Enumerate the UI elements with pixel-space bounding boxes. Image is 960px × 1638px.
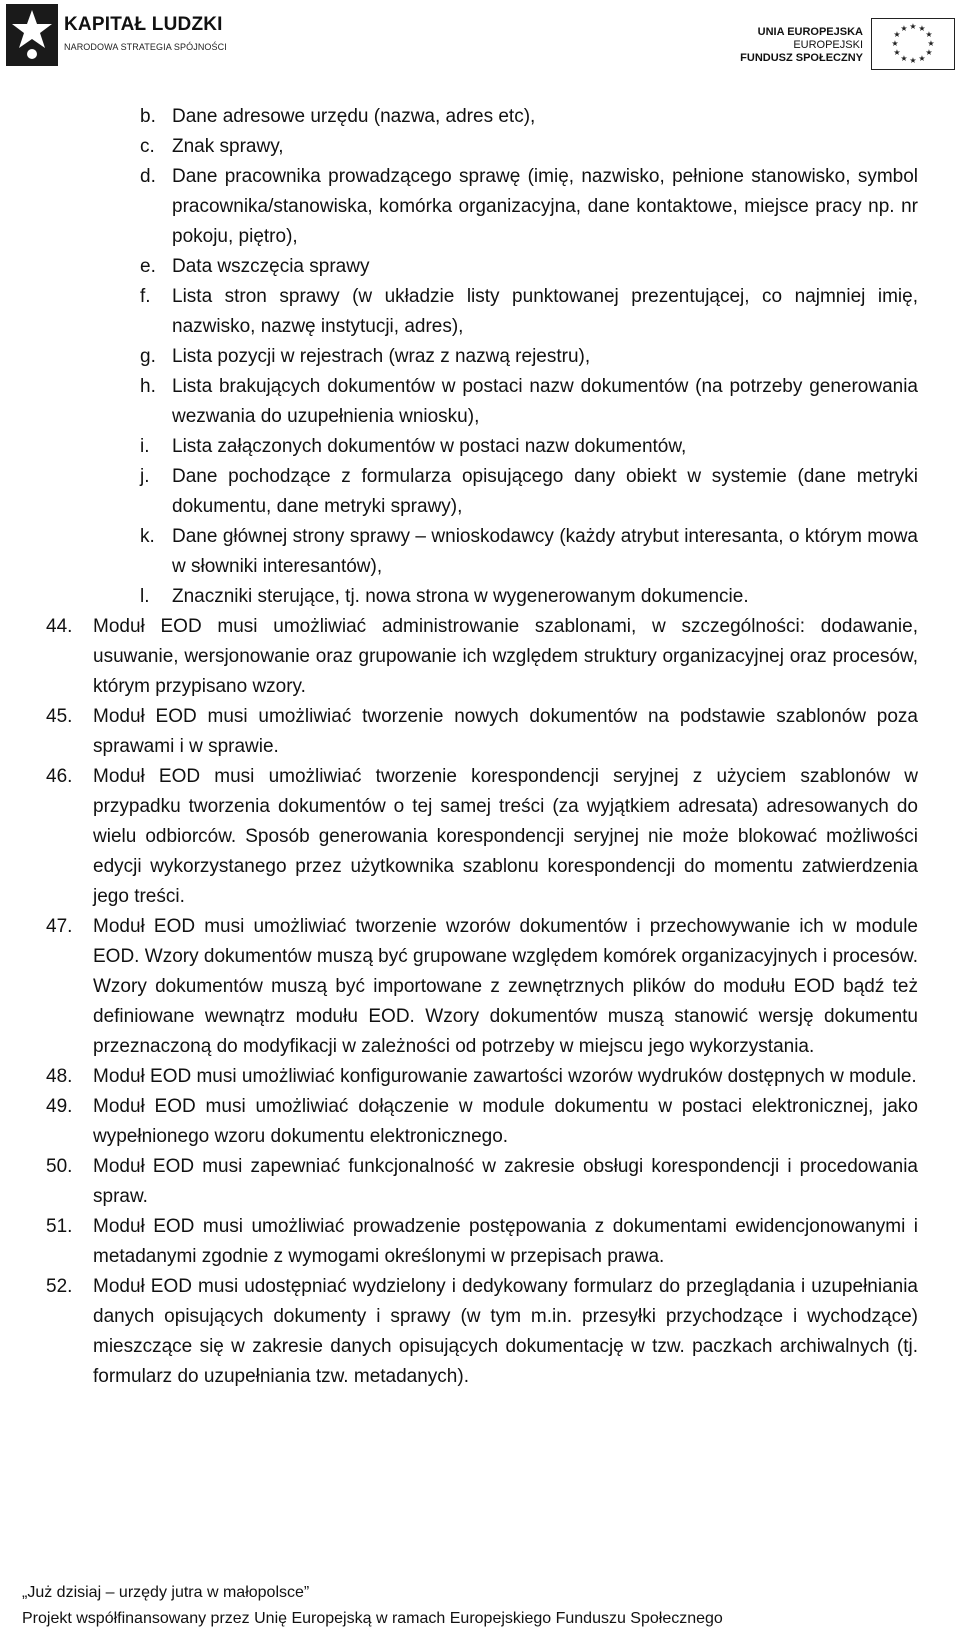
page-header <box>0 0 960 80</box>
numbered-list-item <box>0 702 960 762</box>
sub-list-item <box>0 252 960 282</box>
svg-text:★: ★ <box>893 30 901 39</box>
svg-text:★: ★ <box>927 39 935 48</box>
numbered-list-marker: 51. <box>46 1216 73 1237</box>
sub-list-text: Dane pracownika prowadzącego sprawę (imię, nazwisko, pełnione stanowisko, symbol pracownika/stanowiska, komórka organizacyjna, dane kontaktowe, miejsce pracy np. nr pokoju, piętro), <box>172 166 918 247</box>
sub-list-item <box>0 582 960 612</box>
sub-list-marker: i. <box>140 436 150 457</box>
sub-list-text: Lista stron sprawy (w układzie listy punktowanej prezentującej, co najmniej imię, nazwisko, nazwę instytucji, adres), <box>172 286 918 337</box>
sub-list-marker: g. <box>140 346 156 367</box>
sub-list-item <box>0 462 960 522</box>
page-footer <box>22 1580 942 1632</box>
numbered-list-text: Moduł EOD musi udostępniać wydzielony i dedykowany formularz do przeglądania i uzupełniania danych opisujących dokumenty i sprawy (w tym m.in. przesyłki przychodzące i wychodzące) mieszczące się w zakresie danych opisujących dokumentację w tzw. paczkach archiwalnych (tj. formularz do uzupełniania tzw. metadanych). <box>93 1276 918 1387</box>
sub-list-text: Lista brakujących dokumentów w postaci nazw dokumentów (na potrzeby generowania wezwania do uzupełnienia wniosku), <box>172 376 918 427</box>
sub-list-marker: h. <box>140 376 156 397</box>
sub-list-item <box>0 372 960 432</box>
numbered-list-item <box>0 912 960 1062</box>
numbered-list-text: Moduł EOD musi umożliwiać administrowanie szablonami, w szczególności: dodawanie, usuwanie, wersjonowanie oraz grupowanie ich względem struktury organizacyjnej oraz procesów, którym przypisano wzory. <box>93 616 918 697</box>
numbered-list-item <box>0 1062 960 1092</box>
eu-logo-line1: UNIA EUROPEJSKA <box>757 26 863 38</box>
svg-text:★: ★ <box>925 48 933 57</box>
numbered-list-marker: 47. <box>46 916 73 937</box>
footer-funding-note: Projekt współfinansowany przez Unię Europejską w ramach Europejskiego Funduszu Społecznego <box>22 1610 723 1627</box>
numbered-list-marker: 45. <box>46 706 73 727</box>
sub-list-marker: d. <box>140 166 156 187</box>
svg-text:★: ★ <box>918 54 926 63</box>
svg-text:★: ★ <box>909 56 917 65</box>
numbered-list-item <box>0 1272 960 1392</box>
sub-list-marker: l. <box>140 586 150 607</box>
sub-list-item <box>0 282 960 342</box>
kapital-ludzki-emblem-icon <box>6 4 58 66</box>
svg-text:★: ★ <box>925 30 933 39</box>
numbered-list-item <box>0 612 960 702</box>
kapital-ludzki-title: KAPITAŁ LUDZKI <box>64 14 223 35</box>
sub-list-marker: f. <box>140 286 151 307</box>
sub-list-text: Lista załączonych dokumentów w postaci nazw dokumentów, <box>172 436 687 457</box>
sub-list-marker: c. <box>140 136 155 157</box>
sub-list-text: Dane głównej strony sprawy – wnioskodawcy (każdy atrybut interesanta, o którym mowa w słowniki interesantów), <box>172 526 918 577</box>
sub-list-item <box>0 132 960 162</box>
sub-list-text: Dane pochodzące z formularza opisującego dany obiekt w systemie (dane metryki dokumentu, dane metryki sprawy), <box>172 466 918 517</box>
numbered-list-marker: 48. <box>46 1066 73 1087</box>
svg-text:★: ★ <box>891 39 899 48</box>
eu-logo-text <box>740 26 863 65</box>
numbered-list-marker: 44. <box>46 616 73 637</box>
sub-list-item <box>0 522 960 582</box>
kapital-ludzki-subtitle: NARODOWA STRATEGIA SPÓJNOŚCI <box>64 42 227 52</box>
kapital-ludzki-logo <box>6 4 236 68</box>
eu-logo-line2: EUROPEJSKI <box>793 39 863 51</box>
numbered-list-text: Moduł EOD musi umożliwiać tworzenie wzorów dokumentów i przechowywanie ich w module EOD. Wzory dokumentów muszą być grupowane względem komórek organizacyjnych i procesów. Wzory dokumentów muszą być importowane z zewnętrznych plików do modułu EOD bądź też definiowane wewnątrz modułu EOD. Wzory dokumentów muszą stanowić wersję dokumentu przeznaczoną do modyfikacji w zależności od potrzeby w miejscu jego wykorzystania. <box>93 916 918 1057</box>
svg-text:★: ★ <box>893 48 901 57</box>
sub-list-item <box>0 162 960 252</box>
numbered-list-text: Moduł EOD musi zapewniać funkcjonalność w zakresie obsługi korespondencji i procedowania spraw. <box>93 1156 918 1207</box>
numbered-list-marker: 46. <box>46 766 73 787</box>
sub-list-text: Znaczniki sterujące, tj. nowa strona w wygenerowanym dokumencie. <box>172 586 749 607</box>
numbered-list-text: Moduł EOD musi umożliwiać prowadzenie postępowania z dokumentami ewidencjonowanymi i metadanymi zgodnie z wymogami określonymi w przepisach prawa. <box>93 1216 918 1267</box>
numbered-list-marker: 52. <box>46 1276 73 1297</box>
sub-list-marker: k. <box>140 526 155 547</box>
numbered-list-marker: 50. <box>46 1156 73 1177</box>
sub-list-text: Dane adresowe urzędu (nazwa, adres etc), <box>172 106 536 127</box>
numbered-item-list <box>0 612 960 1392</box>
numbered-list-text: Moduł EOD musi umożliwiać dołączenie w module dokumentu w postaci elektronicznej, jako wypełnionego wzoru dokumentu elektronicznego. <box>93 1096 918 1147</box>
eu-logo-line3: FUNDUSZ SPOŁECZNY <box>740 52 863 64</box>
sub-list-item <box>0 342 960 372</box>
sub-list-marker: b. <box>140 106 156 127</box>
sub-list-item <box>0 102 960 132</box>
svg-text:★: ★ <box>900 24 908 33</box>
sub-list-text: Lista pozycji w rejestrach (wraz z nazwą rejestru), <box>172 346 591 367</box>
sub-list-marker: j. <box>140 466 150 487</box>
numbered-list-text: Moduł EOD musi umożliwiać konfigurowanie zawartości wzorów wydruków dostępnych w module. <box>93 1066 917 1087</box>
sub-list-marker: e. <box>140 256 156 277</box>
numbered-list-item <box>0 1092 960 1152</box>
numbered-list-item <box>0 1152 960 1212</box>
svg-text:★: ★ <box>900 54 908 63</box>
sub-list-text: Data wszczęcia sprawy <box>172 256 370 277</box>
numbered-list-text: Moduł EOD musi umożliwiać tworzenie korespondencji seryjnej z użyciem szablonów w przypadku tworzenia dokumentów o tej samej treści (za wyjątkiem adresata) adresowanych do wielu odbiorców. Sposób generowania korespondencji seryjnej nie może blokować możliwości edycji wykorzystanego przez użytkownika szablonu korespondencji do momentu zatwierdzenia jego treści. <box>93 766 918 907</box>
svg-text:★: ★ <box>918 24 926 33</box>
sub-list-item <box>0 432 960 462</box>
eu-flag-icon <box>871 18 955 70</box>
numbered-list-item <box>0 762 960 912</box>
numbered-list-text: Moduł EOD musi umożliwiać tworzenie nowych dokumentów na podstawie szablonów poza sprawami i w sprawie. <box>93 706 918 757</box>
numbered-list-marker: 49. <box>46 1096 73 1117</box>
svg-text:★: ★ <box>909 22 917 31</box>
eu-logo <box>735 18 955 70</box>
footer-motto: „Już dzisiaj – urzędy jutra w małopolsce” <box>22 1584 310 1601</box>
numbered-list-item <box>0 1212 960 1272</box>
document-body <box>0 102 960 1392</box>
sub-item-list <box>0 102 960 612</box>
sub-list-text: Znak sprawy, <box>172 136 284 157</box>
